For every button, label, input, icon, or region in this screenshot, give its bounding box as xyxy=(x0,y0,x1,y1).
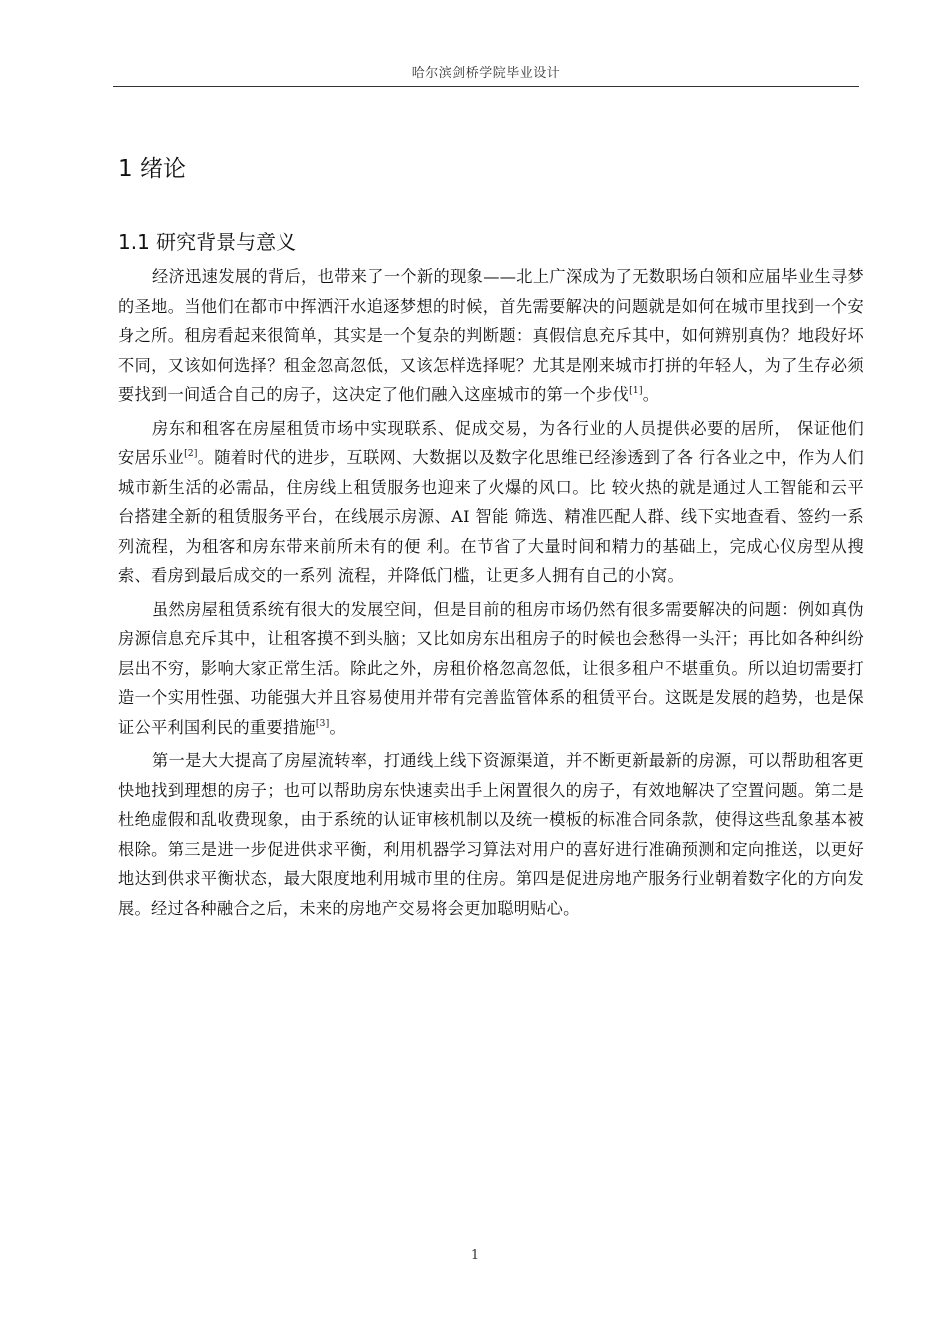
page-number: 1 xyxy=(470,1248,480,1263)
paragraph-tail: 。 xyxy=(642,385,660,404)
paragraph-4 xyxy=(118,746,864,923)
page-header: 哈尔滨剑桥学院毕业设计 xyxy=(411,66,561,81)
paragraph-text: 房东和租客在房屋租赁市场中实现联系、促成交易，为各行业的人员提供必要的居所， 保证他们安居乐业 xyxy=(118,418,864,467)
paragraph-text: 经济迅速发展的背后，也带来了一个新的现象——北上广深成为了无数职场白领和应届毕业生寻梦的圣地。当他们在都市中挥洒汗水追逐梦想的时候，首先需要解决的问题就是如何在城市里找到一个安身之所。租房看起来很简单，其实是一个复杂的判断题：真假信息充斥其中，如何辨别真伪？地段好坏不同，又该如何选择？租金忽高忽低，又该怎样选择呢？尤其是刚来城市打拼的年轻人，为了生存必须要找到一间适合自己的房子，这决定了他们融入这座城市的第一个步伐 xyxy=(118,267,864,404)
paragraph-1 xyxy=(118,262,864,410)
section-title: 1.1 研究背景与意义 xyxy=(118,230,297,254)
paragraph-text: 第一是大大提高了房屋流转率，打通线上线下资源渠道，并不断更新最新的房源，可以帮助租客更快地找到理想的房子；也可以帮助房东快速卖出手上闲置很久的房子，有效地解决了空置问题。第二是杜绝虚假和乱收费现象，由于系统的认证审核机制以及统一模板的标准合同条款，使得这些乱象基本被根除。第三是进一步促进供求平衡，利用机器学习算法对用户的喜好进行准确预测和定向推送，以更好地达到供求平衡状态，最大限度地利用城市里的住房。第四是促进房地产服务行业朝着数字化的方向发展。经过各种融合之后，未来的房地产交易将会更加聪明贴心。 xyxy=(118,751,864,918)
paragraph-2 xyxy=(118,414,864,591)
citation-ref: [3] xyxy=(315,718,330,729)
chapter-title: 1 绪论 xyxy=(118,156,186,182)
body-text xyxy=(118,262,864,927)
citation-ref: [1] xyxy=(629,386,643,396)
citation-ref: [2] xyxy=(184,449,198,459)
header-divider xyxy=(113,86,859,87)
paragraph-tail: 。 xyxy=(329,717,347,737)
paragraph-tail: 。随着时代的进步，互联网、大数据以及数字化思维已经渗透到了各 行各业之中，作为人们城市新生活的必需品，住房线上租赁服务也迎来了火爆的风口。比 较火热的就是通过人工智能和云平台搭建全新的租赁服务平台，在线展示房源、AI 智能 筛选、精准匹配人群、线下实地查看、签约一系列流程，为租客和房东带来前所未有的便 利。在节省了大量时间和精力的基础上，完成心仪房型从搜索、看房到最后成交的一系列 流程，并降低门槛，让更多人拥有自己的小窝。 xyxy=(118,448,864,585)
paragraph-text: 虽然房屋租赁系统有很大的发展空间，但是目前的租房市场仍然有很多需要解决的问题：例如真伪房源信息充斥其中，让租客摸不到头脑；又比如房东出租房子的时候也会愁得一头汗；再比如各种纠纷层出不穷，影响大家正常生活。除此之外，房租价格忽高忽低，让很多租户不堪重负。所以迫切需要打造一个实用性强、功能强大并且容易使用并带有完善监管体系的租赁平台。这既是发展的趋势，也是保证公平利国利民的重要措施 xyxy=(118,599,864,737)
paragraph-3 xyxy=(118,595,864,743)
